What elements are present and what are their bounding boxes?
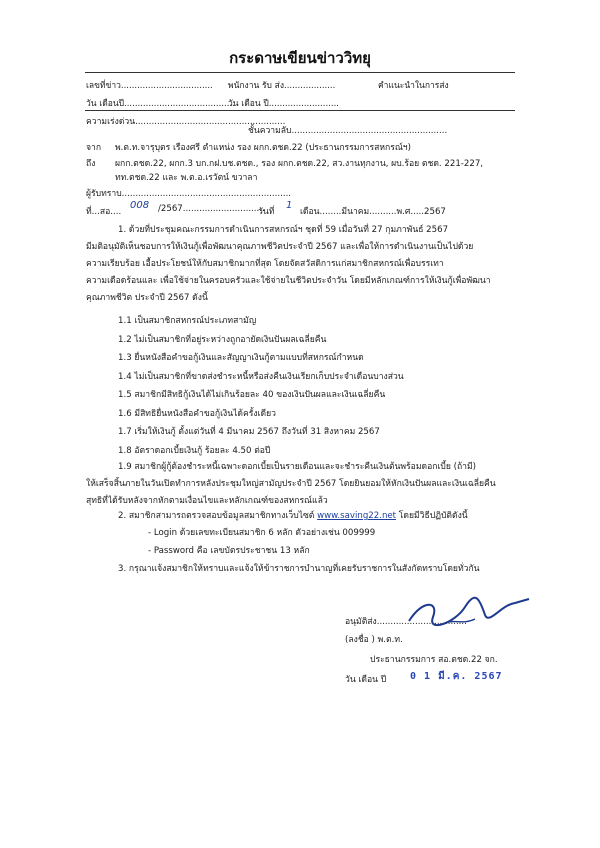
item-1-9-line: สุทธิที่ได้รับหลังจากหักตามเงื่อนไขและหลักเกณฑ์ของสหกรณ์แล้ว: [86, 496, 328, 506]
from-text: พ.ต.ท.จารุบุตร เรืองศรี ตำแหน่ง รอง ผกก.ตชด.22 (ประธานกรรมการสหกรณ์ฯ): [115, 143, 411, 153]
header-date-left: วัน เดือนปี.........................................: [86, 99, 235, 109]
form-title: กระดาษเขียนข่าววิทยุ: [229, 49, 371, 67]
criterion-item: 1.6 มีสิทธิยื่นหนังสือคำขอกู้เงินได้ครั้งเดียว: [118, 408, 276, 419]
signature-date-label: วัน เดือน ปี: [345, 675, 387, 685]
signature-mark: [405, 593, 535, 631]
password-instruction: - Password คือ เลขบัตรประชาชน 13 หลัก: [148, 546, 310, 556]
website-instruction: [118, 508, 468, 522]
header-rule-top: [85, 72, 515, 73]
body-line: คุณภาพชีวิต ประจำปี 2567 ดังนี้: [86, 293, 208, 303]
approve-label: อนุมัติส่ง.................................: [345, 617, 467, 627]
header-rule-bottom: [85, 110, 515, 111]
criterion-item: 1.5 สมาชิกมีสิทธิกู้เงินได้ไม่เกินร้อยละ 40 ของเงินปันผลและเงินเฉลี่ยคืน: [118, 390, 386, 400]
website-suffix: โดยมีวิธีปฏิบัติดังนี้: [396, 511, 468, 521]
body-line: มีมติอนุมัติเห็นชอบการให้เงินกู้เพื่อพัฒนาคุณภาพชีวิตประจำปี 2567 และเพื่อให้การดำเนินงานเป็นไปด้วย: [86, 242, 474, 252]
cc-field: ผู้รับทราบ..............................................................: [86, 189, 292, 199]
item-1-9-line: 1.9 สมาชิกผู้กู้ต้องชำระหนี้เฉพาะดอกเบี้ยเป็นรายเดือนและจะชำระคืนเงินต้นพร้อมดอกเบี้ย (ถ้ามี): [118, 462, 477, 472]
message-number: เลขที่ข่าว..................................: [86, 81, 213, 91]
priority-field: ความเร่งด่วน.......................................................: [86, 117, 286, 127]
item-3: 3. กรุณาแจ้งสมาชิกให้ทราบและแจ้งให้ข้าราชการบำนาญที่เคยรับราชการในสังกัดทราบโดยทั่วกัน: [118, 564, 480, 574]
chairman-position: ประธานกรรมการ สอ.ตชด.22 จก.: [370, 655, 498, 665]
criterion-item: 1.4 ไม่เป็นสมาชิกที่ขาดส่งชำระหนี้หรือส่งคืนเงินเรียกเก็บประจำเดือนบางส่วน: [118, 371, 404, 382]
criterion-item: 1.2 ไม่เป็นสมาชิกที่อยู่ระหว่างถูกอายัดเงินปันผลเฉลี่ยคืน: [118, 334, 327, 345]
ref-month-year: เดือน........มีนาคม..........พ.ศ.....2567: [300, 207, 446, 217]
secrecy-field: ชั้นความลับ.........................................................: [248, 126, 448, 136]
operator-send-receive: พนักงาน รับ ส่ง...................: [228, 81, 336, 91]
ref-no-handwritten: 008: [130, 200, 150, 211]
to-line-2: ทท.ตชด.22 และ พ.ต.อ.เรวัตน์ ขวาลา: [115, 173, 258, 183]
ref-date-label: วันที่: [258, 207, 275, 217]
body-line: ความเดือดร้อนและ เพื่อใช้จ่ายในครอบครัวและใช้จ่ายในชีวิตประจำวัน โดยมีหลักเกณฑ์การให้เงินกู้เพื่อพัฒนา: [86, 276, 491, 286]
login-instruction: - Login ด้วยเลขทะเบียนสมาชิก 6 หลัก ตัวอย่างเช่น 009999: [148, 528, 376, 538]
body-line: 1. ด้วยที่ประชุมคณะกรรมการดำเนินการสหกรณ์ฯ ชุดที่ 59 เมื่อวันที่ 27 กุมภาพันธ์ 2567: [118, 225, 449, 235]
sending-instructions: คำแนะนำในการส่ง: [378, 81, 449, 91]
signed-by: (ลงชื่อ ) พ.ต.ท.: [345, 635, 403, 645]
to-label: ถึง: [86, 159, 96, 169]
ref-date-handwritten: 1: [286, 200, 293, 211]
item-1-9-line: ให้เสร็จสิ้นภายในวันเปิดทำการหลังประชุมใหญ่สามัญประจำปี 2567 โดยยินยอมให้หักเงินปันผลและเงินเฉลี่ยคืน: [86, 479, 496, 489]
criterion-item: 1.1 เป็นสมาชิกสหกรณ์ประเภทสามัญ: [118, 316, 257, 326]
website-link[interactable]: www.saving22.net: [317, 511, 397, 521]
criterion-item: 1.7 เริ่มให้เงินกู้ ตั้งแต่วันที่ 4 มีนาคม 2567 ถึงวันที่ 31 สิงหาคม 2567: [118, 427, 380, 437]
body-line: ความเรียบร้อย เอื้อประโยชน์ให้กับสมาชิกมากที่สุด โดยจัดสวัสดิการแก่สมาชิกสหกรณ์เพื่อบรรเทา: [86, 259, 444, 269]
criterion-item: 1.8 อัตราดอกเบี้ยเงินกู้ ร้อยละ 4.50 ต่อปี: [118, 445, 271, 456]
from-label: จาก: [86, 143, 102, 153]
criterion-item: 1.3 ยื่นหนังสือคำขอกู้เงินและสัญญาเงินกู้ตามแบบที่สหกรณ์กำหนด: [118, 353, 364, 363]
ref-year: /2567..............................: [158, 204, 265, 214]
website-prefix: 2. สมาชิกสามารถตรวจสอบข้อมูลสมาชิกทางเว็บไซต์: [118, 511, 318, 521]
ref-no-label: ที่...สอ....: [86, 207, 122, 217]
date-stamp: 0 1 มี.ค. 2567: [410, 671, 503, 682]
header-date-mid: วัน เดือน ปี..........................: [228, 99, 339, 109]
to-line-1: ผกก.ตชด.22, ผกก.3 บก.กฝ.บช.ตชด., รอง ผกก.ตชด.22, สว.งานทุกงาน, ผบ.ร้อย ตชด. 221-227,: [115, 159, 484, 169]
